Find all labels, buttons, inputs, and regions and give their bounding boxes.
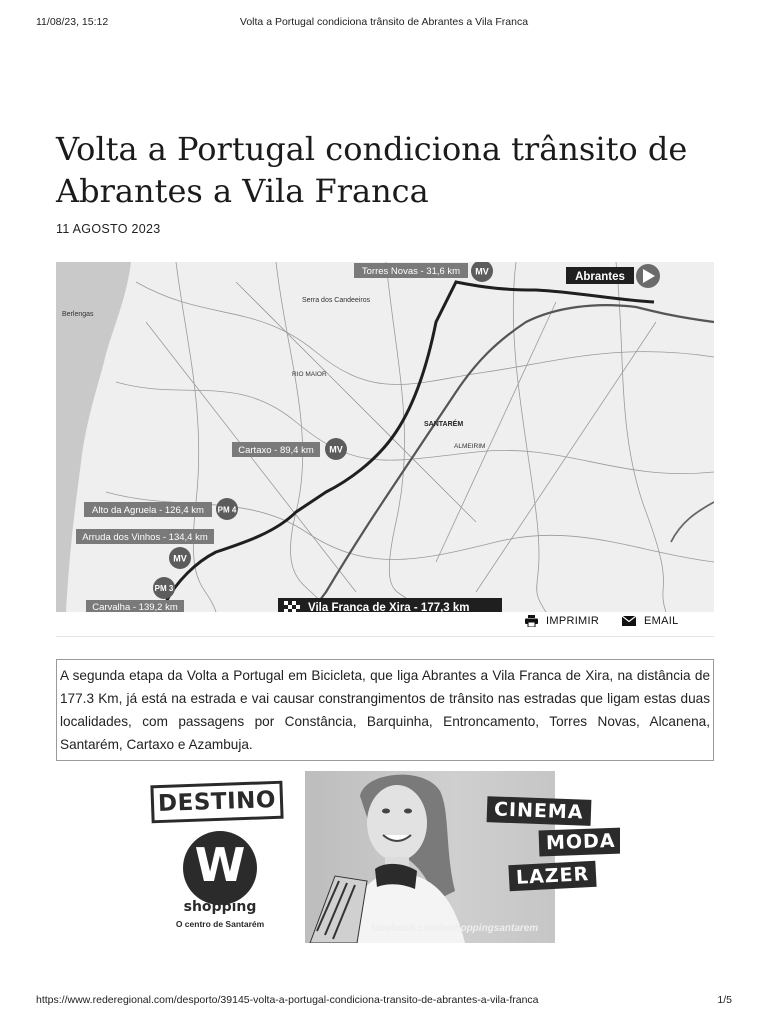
- waypoint-label: Carvalha - 139,2 km: [92, 602, 178, 612]
- waypoint-badge: MV: [475, 266, 489, 277]
- waypoint-label: Torres Novas - 31,6 km: [361, 266, 461, 277]
- waypoint-badge: PM 4: [217, 505, 237, 515]
- article-date: 11 AGOSTO 2023: [56, 222, 161, 236]
- banner-social-link: facebook.com/wshoppingsantarem: [371, 923, 539, 934]
- waypoint-label: Arruda dos Vinhos - 134,4 km: [82, 532, 208, 543]
- print-header: [36, 16, 732, 30]
- email-button[interactable]: [622, 615, 679, 627]
- place-name: Berlengas: [62, 311, 94, 318]
- page-number: 1/5: [717, 994, 732, 1006]
- banner-tagline: O centro de Santarém: [175, 919, 265, 929]
- banner-tag-moda: MODA: [539, 828, 620, 857]
- banner-tag-cinema: CINEMA: [487, 796, 591, 826]
- waypoint-badge: MV: [329, 444, 343, 455]
- share-bar: [56, 613, 714, 637]
- ad-banner[interactable]: [145, 771, 620, 943]
- start-label: Abrantes: [575, 271, 625, 283]
- banner-brand: shopping: [183, 899, 257, 915]
- start-marker: [566, 264, 660, 288]
- article-title: Volta a Portugal condiciona trânsito de Abrantes a Vila Franca: [56, 130, 688, 210]
- print-url: https://www.rederegional.com/desporto/39145-volta-a-portugal-condiciona-transito-de-abrantes-a-vila-franca: [36, 994, 539, 1006]
- place-name: SANTARÉM: [424, 421, 464, 428]
- envelope-icon: [622, 616, 636, 626]
- waypoint-marker: [86, 577, 184, 612]
- place-name: Serra dos Candeeiros: [302, 297, 371, 304]
- banner-headline: DESTINO: [150, 781, 283, 824]
- waypoint-label: Cartaxo - 89,4 km: [238, 445, 314, 456]
- place-name: RIO MAIOR: [292, 371, 327, 378]
- print-footer: [36, 994, 732, 1008]
- place-name: ALMEIRIM: [454, 443, 486, 450]
- waypoint-badge: PM 3: [154, 584, 174, 593]
- article-lead: A segunda etapa da Volta a Portugal em Bicicleta, que liga Abrantes a Vila Franca de Xira, na distância de 177.3 Km, já está na estrada e vai causar constrangimentos de trânsito nas estradas que ligam estas duas localidades, com passagens por Constância, Barquinha, Entroncamento, Torres Novas, Alcanena, Santarém, Cartaxo e Azambuja.: [56, 659, 714, 761]
- waypoint-badge: MV: [173, 553, 187, 564]
- waypoint-marker: [354, 262, 493, 282]
- print-page-title: Volta a Portugal condiciona trânsito de Abrantes a Vila Franca: [239, 16, 529, 28]
- email-label: EMAIL: [644, 615, 679, 627]
- waypoint-marker: [232, 438, 347, 460]
- print-timestamp: 11/08/23, 15:12: [36, 16, 109, 28]
- finish-label: Vila Franca de Xira - 177,3 km: [308, 602, 470, 612]
- waypoint-label: Alto da Agruela - 126,4 km: [92, 505, 204, 516]
- w-logo: W: [183, 831, 257, 905]
- print-label: IMPRIMIR: [546, 615, 600, 627]
- printer-icon: [525, 615, 538, 627]
- route-map: [56, 262, 714, 612]
- banner-logo-panel: [145, 771, 305, 943]
- print-button[interactable]: [525, 615, 599, 627]
- finish-marker: [278, 598, 502, 612]
- banner-tag-lazer: LAZER: [508, 861, 596, 892]
